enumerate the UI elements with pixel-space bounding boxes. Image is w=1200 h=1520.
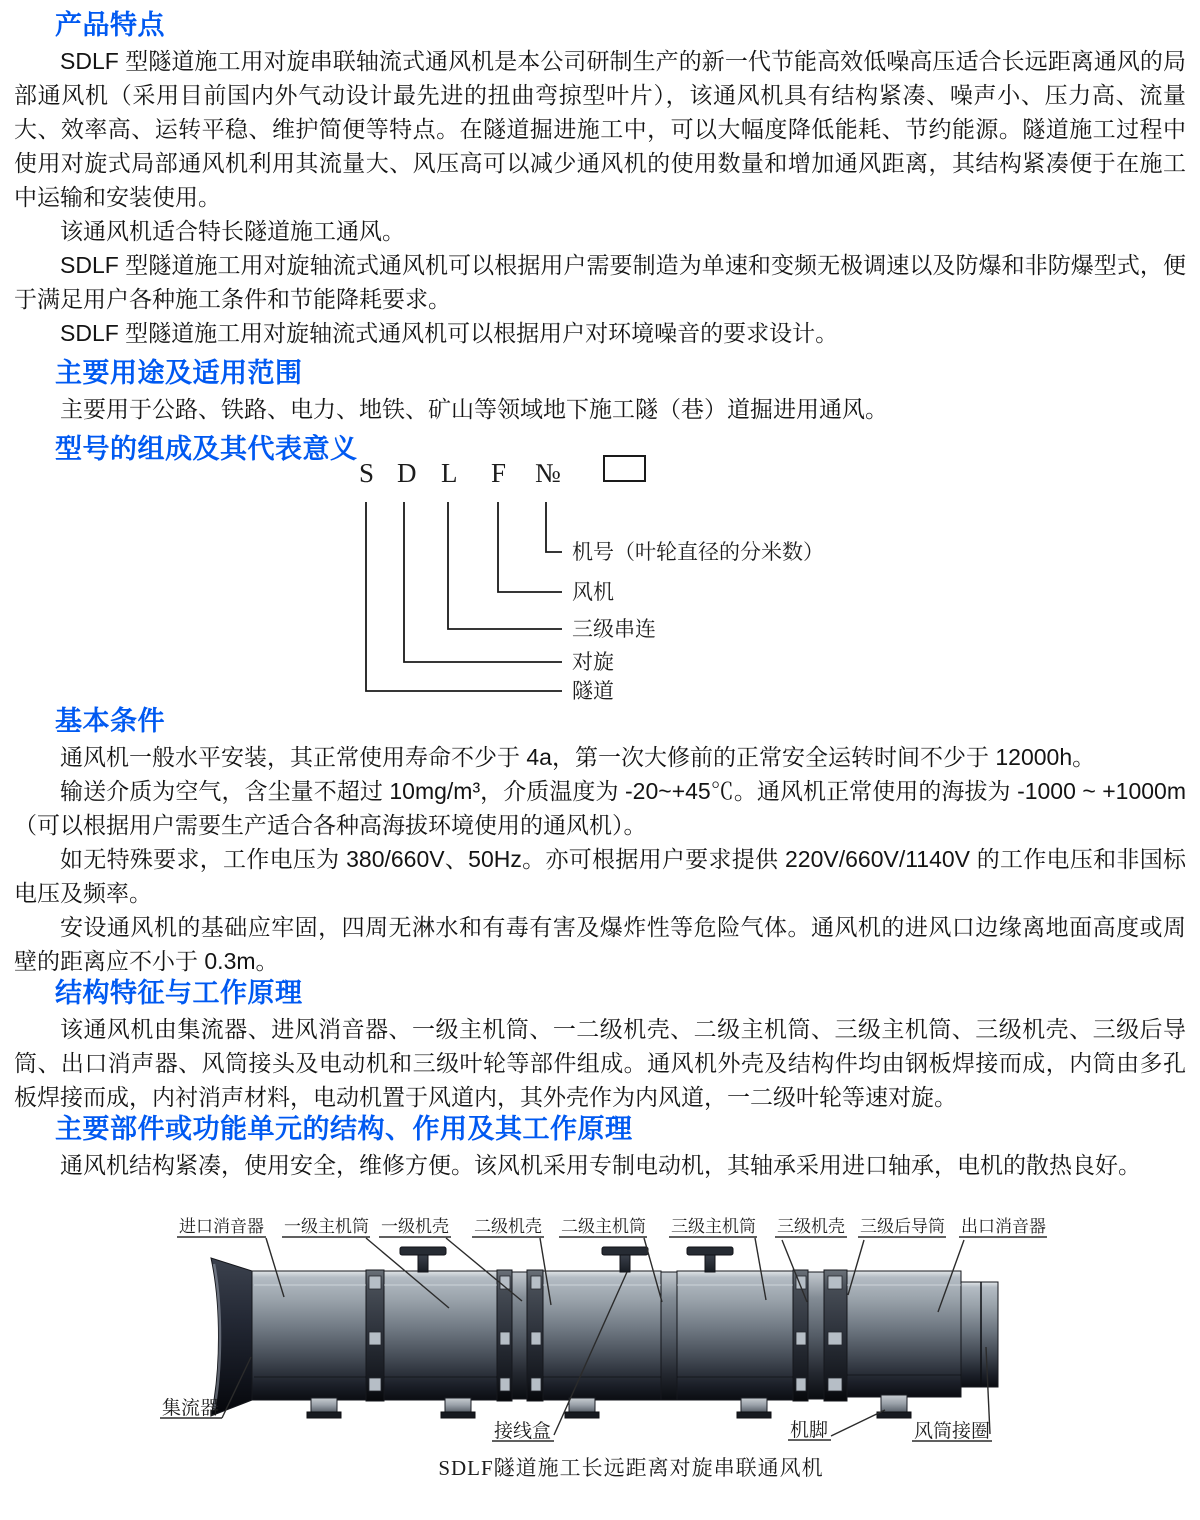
- joint-ring: [661, 1272, 677, 1400]
- section-title-usage: 主要用途及适用范围: [55, 358, 303, 388]
- part-label: 二级主机筒: [561, 1217, 646, 1236]
- part-label: 接线盒: [494, 1421, 552, 1442]
- model-meaning-label: 风机: [572, 580, 614, 604]
- paragraph: SDLF 型隧道施工用对旋串联轴流式通风机是本公司研制生产的新一代节能高效低噪高压适合长远距离通风的局部通风机（采用目前国内外气动设计最先进的扭曲弯掠型叶片），该通风机具有结构紧凑、噪声小、压力高、流量大、效率高、运转平稳、维护简便等特点。在隧道掘进施工中，可以大幅度降低能耗、节约能源。隧道施工过程中使用对旋式局部通风机利用其流量大、风压高可以减少通风机的使用数量和增加通风距离，其结构紧凑便于在施工中运输和安装使用。: [14, 48, 1186, 210]
- fan-body: [211, 1247, 998, 1418]
- model-meaning-label: 机号（叶轮直径的分米数）: [572, 540, 824, 564]
- part-label: 一级机壳: [381, 1217, 449, 1236]
- casing-ring: [808, 1272, 824, 1399]
- section-title-model: 型号的组成及其代表意义: [55, 434, 358, 464]
- paragraph: 通风机一般水平安装，其正常使用寿命不少于 4a，第一次大修前的正常安全运转时间不少于 12000h。: [60, 744, 1096, 770]
- paragraph: 该通风机由集流器、进风消音器、一级主机筒、一二级机壳、二级主机筒、三级主机筒、三级机壳、三级后导筒、出口消声器、风筒接头及电动机和三级叶轮等部件组成。通风机外壳及结构件均由钢板焊接而成，内筒由多孔板焊接而成，内衬消声材料，电动机置于风道内，其外壳作为内风道，一二级叶轮等速对旋。: [14, 1016, 1186, 1110]
- fan-assembly-drawing: [14, 1164, 1186, 1510]
- paragraph: 如无特殊要求，工作电压为 380/660V、50Hz。亦可根据用户要求提供 220V/660V/1140V 的工作电压和非国标电压及频率。: [14, 846, 1186, 906]
- drawing-caption: SDLF隧道施工长远距离对旋串联通风机: [438, 1456, 824, 1480]
- part-label: 出口消音器: [961, 1217, 1046, 1236]
- model-letter: №: [535, 458, 561, 488]
- model-connector-lines: [366, 502, 562, 691]
- part-label: 机脚: [790, 1420, 829, 1441]
- inlet-silencer-section: [252, 1271, 366, 1400]
- model-letter: D: [397, 458, 417, 488]
- model-meaning-label: 隧道: [572, 679, 614, 703]
- paragraph: 主要用于公路、铁路、电力、地铁、矿山等领域地下施工隧（巷）道掘进用通风。: [60, 396, 888, 422]
- part-label: 风筒接圈: [914, 1421, 991, 1442]
- model-letter: L: [441, 458, 458, 488]
- stage2-barrel-section: [543, 1271, 661, 1400]
- section-title-basics: 基本条件: [55, 706, 165, 736]
- model-letter: S: [359, 458, 375, 488]
- part-label: 三级机壳: [777, 1217, 845, 1236]
- paragraph: 该通风机适合特长隧道施工通风。: [60, 218, 405, 244]
- model-code-diagram-svg: [14, 454, 1200, 706]
- part-label: 三级主机筒: [671, 1217, 756, 1236]
- part-label: 一级主机筒: [284, 1217, 369, 1236]
- section-title-features: 产品特点: [55, 10, 165, 40]
- part-label: 进口消音器: [179, 1217, 264, 1236]
- paragraph: 安设通风机的基础应牢固，四周无淋水和有毒有害及爆炸性等危险气体。通风机的进风口边缘离地面高度或周壁的距离应不小于 0.3m。: [14, 914, 1186, 974]
- paragraph: 输送介质为空气，含尘量不超过 10mg/m³，介质温度为 -20~+45℃。通风机正常使用的海拔为 -1000 ~ +1000m（可以根据用户需要生产适合各种高海拔环境使用的通风机）。: [14, 778, 1186, 838]
- part-label: 三级后导筒: [860, 1217, 945, 1236]
- section-title-parts: 主要部件或功能单元的结构、作用及其工作原理: [55, 1114, 633, 1144]
- model-code-diagram: [14, 454, 1186, 706]
- part-label: 集流器: [162, 1398, 220, 1419]
- paragraph: 通风机结构紧凑，使用安全，维修方便。该风机采用专制电动机，其轴承采用进口轴承，电机的散热良好。: [60, 1152, 1141, 1178]
- model-size-box: [604, 456, 645, 481]
- stage1-barrel-section: [384, 1271, 497, 1400]
- product-document: [0, 10, 1200, 1510]
- paragraph: SDLF 型隧道施工用对旋轴流式通风机可以根据用户对环境噪音的要求设计。: [60, 320, 839, 346]
- outlet-silencer-section: [847, 1271, 961, 1397]
- model-meaning-label: 对旋: [572, 650, 614, 674]
- casing-ring: [512, 1272, 527, 1399]
- section-title-structure: 结构特征与工作原理: [55, 978, 303, 1008]
- model-meaning-label: 三级串连: [572, 617, 656, 641]
- part-label: 二级机壳: [474, 1217, 542, 1236]
- stage3-barrel-section: [677, 1271, 793, 1400]
- paragraph: SDLF 型隧道施工用对旋轴流式通风机可以根据用户需要制造为单速和变频无极调速以及防爆和非防爆型式，便于满足用户各种施工条件和节能降耗要求。: [14, 252, 1186, 312]
- top-callout-labels: [179, 1217, 1046, 1236]
- fan-assembly-svg: [14, 1164, 1200, 1510]
- lifting-lugs: [400, 1247, 733, 1272]
- duct-collar-section: [961, 1282, 998, 1387]
- model-letter: F: [491, 458, 507, 488]
